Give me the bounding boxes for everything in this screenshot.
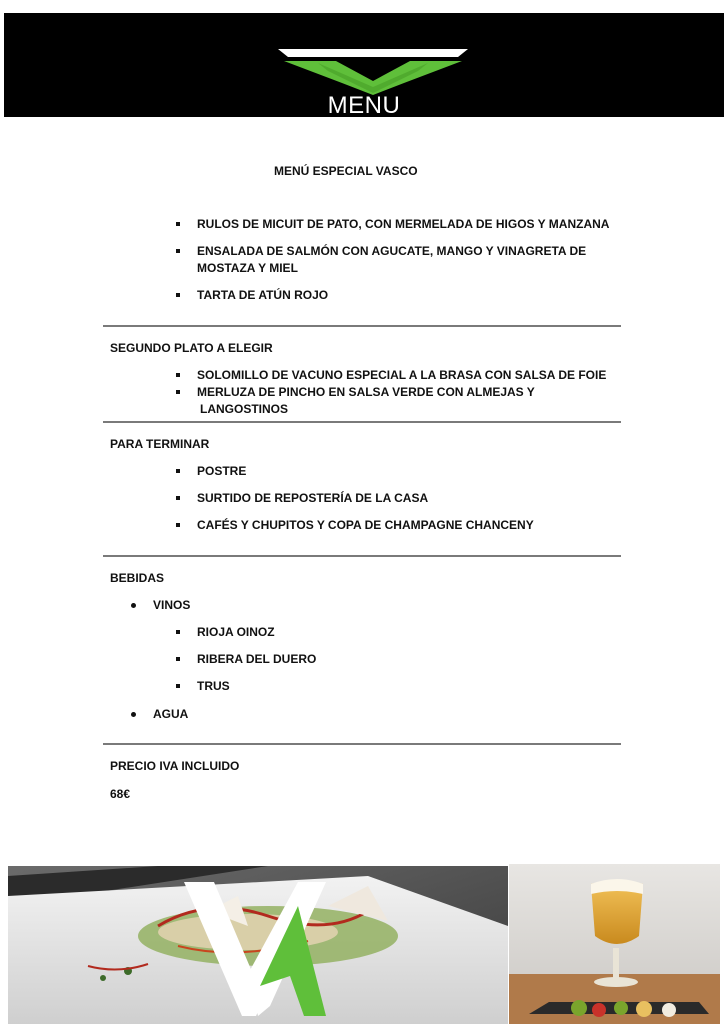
list-item: TARTA DE ATÚN ROJO: [197, 288, 329, 302]
header-title: MENU: [327, 92, 401, 119]
menu-title: MENÚ ESPECIAL VASCO: [274, 164, 418, 178]
divider: [103, 555, 621, 557]
divider: [103, 325, 621, 327]
list-item: RULOS DE MICUIT DE PATO, CON MERMELADA DE HIGOS Y MANZANA: [197, 217, 610, 231]
list-item: CAFÉS Y CHUPITOS Y COPA DE CHAMPAGNE CHANCENY: [197, 518, 534, 532]
list-item-continuation: MOSTAZA Y MIEL: [197, 261, 298, 275]
divider: [103, 421, 621, 423]
beer-glass-photo-icon: [509, 864, 720, 1024]
list-item: TRUS: [197, 679, 230, 693]
price-label: PRECIO IVA INCLUIDO: [110, 759, 240, 773]
list-item-wines: VINOS: [153, 598, 191, 612]
divider: [103, 743, 621, 745]
list-item: SOLOMILLO DE VACUNO ESPECIAL A LA BRASA CON SALSA DE FOIE: [197, 368, 607, 382]
header-banner: [4, 13, 724, 117]
list-item-water: AGUA: [153, 707, 189, 721]
list-item: ENSALADA DE SALMÓN CON AGUCATE, MANGO Y VINAGRETA DE: [197, 244, 587, 258]
section-heading-drinks: BEBIDAS: [110, 571, 165, 585]
list-item: RIBERA DEL DUERO: [197, 652, 317, 666]
list-item: MERLUZA DE PINCHO EN SALSA VERDE CON ALMEJAS Y: [197, 385, 535, 399]
winged-v-logo-icon: [278, 49, 468, 97]
food-plate-photo-icon: [8, 866, 508, 1024]
list-item: SURTIDO DE REPOSTERÍA DE LA CASA: [197, 491, 429, 505]
list-item-continuation: LANGOSTINOS: [200, 402, 289, 416]
price-value: 68€: [110, 787, 131, 801]
list-item: RIOJA OINOZ: [197, 625, 275, 639]
section-heading-second: SEGUNDO PLATO A ELEGIR: [110, 341, 273, 355]
section-heading-dessert: PARA TERMINAR: [110, 437, 210, 451]
list-item: POSTRE: [197, 464, 247, 478]
